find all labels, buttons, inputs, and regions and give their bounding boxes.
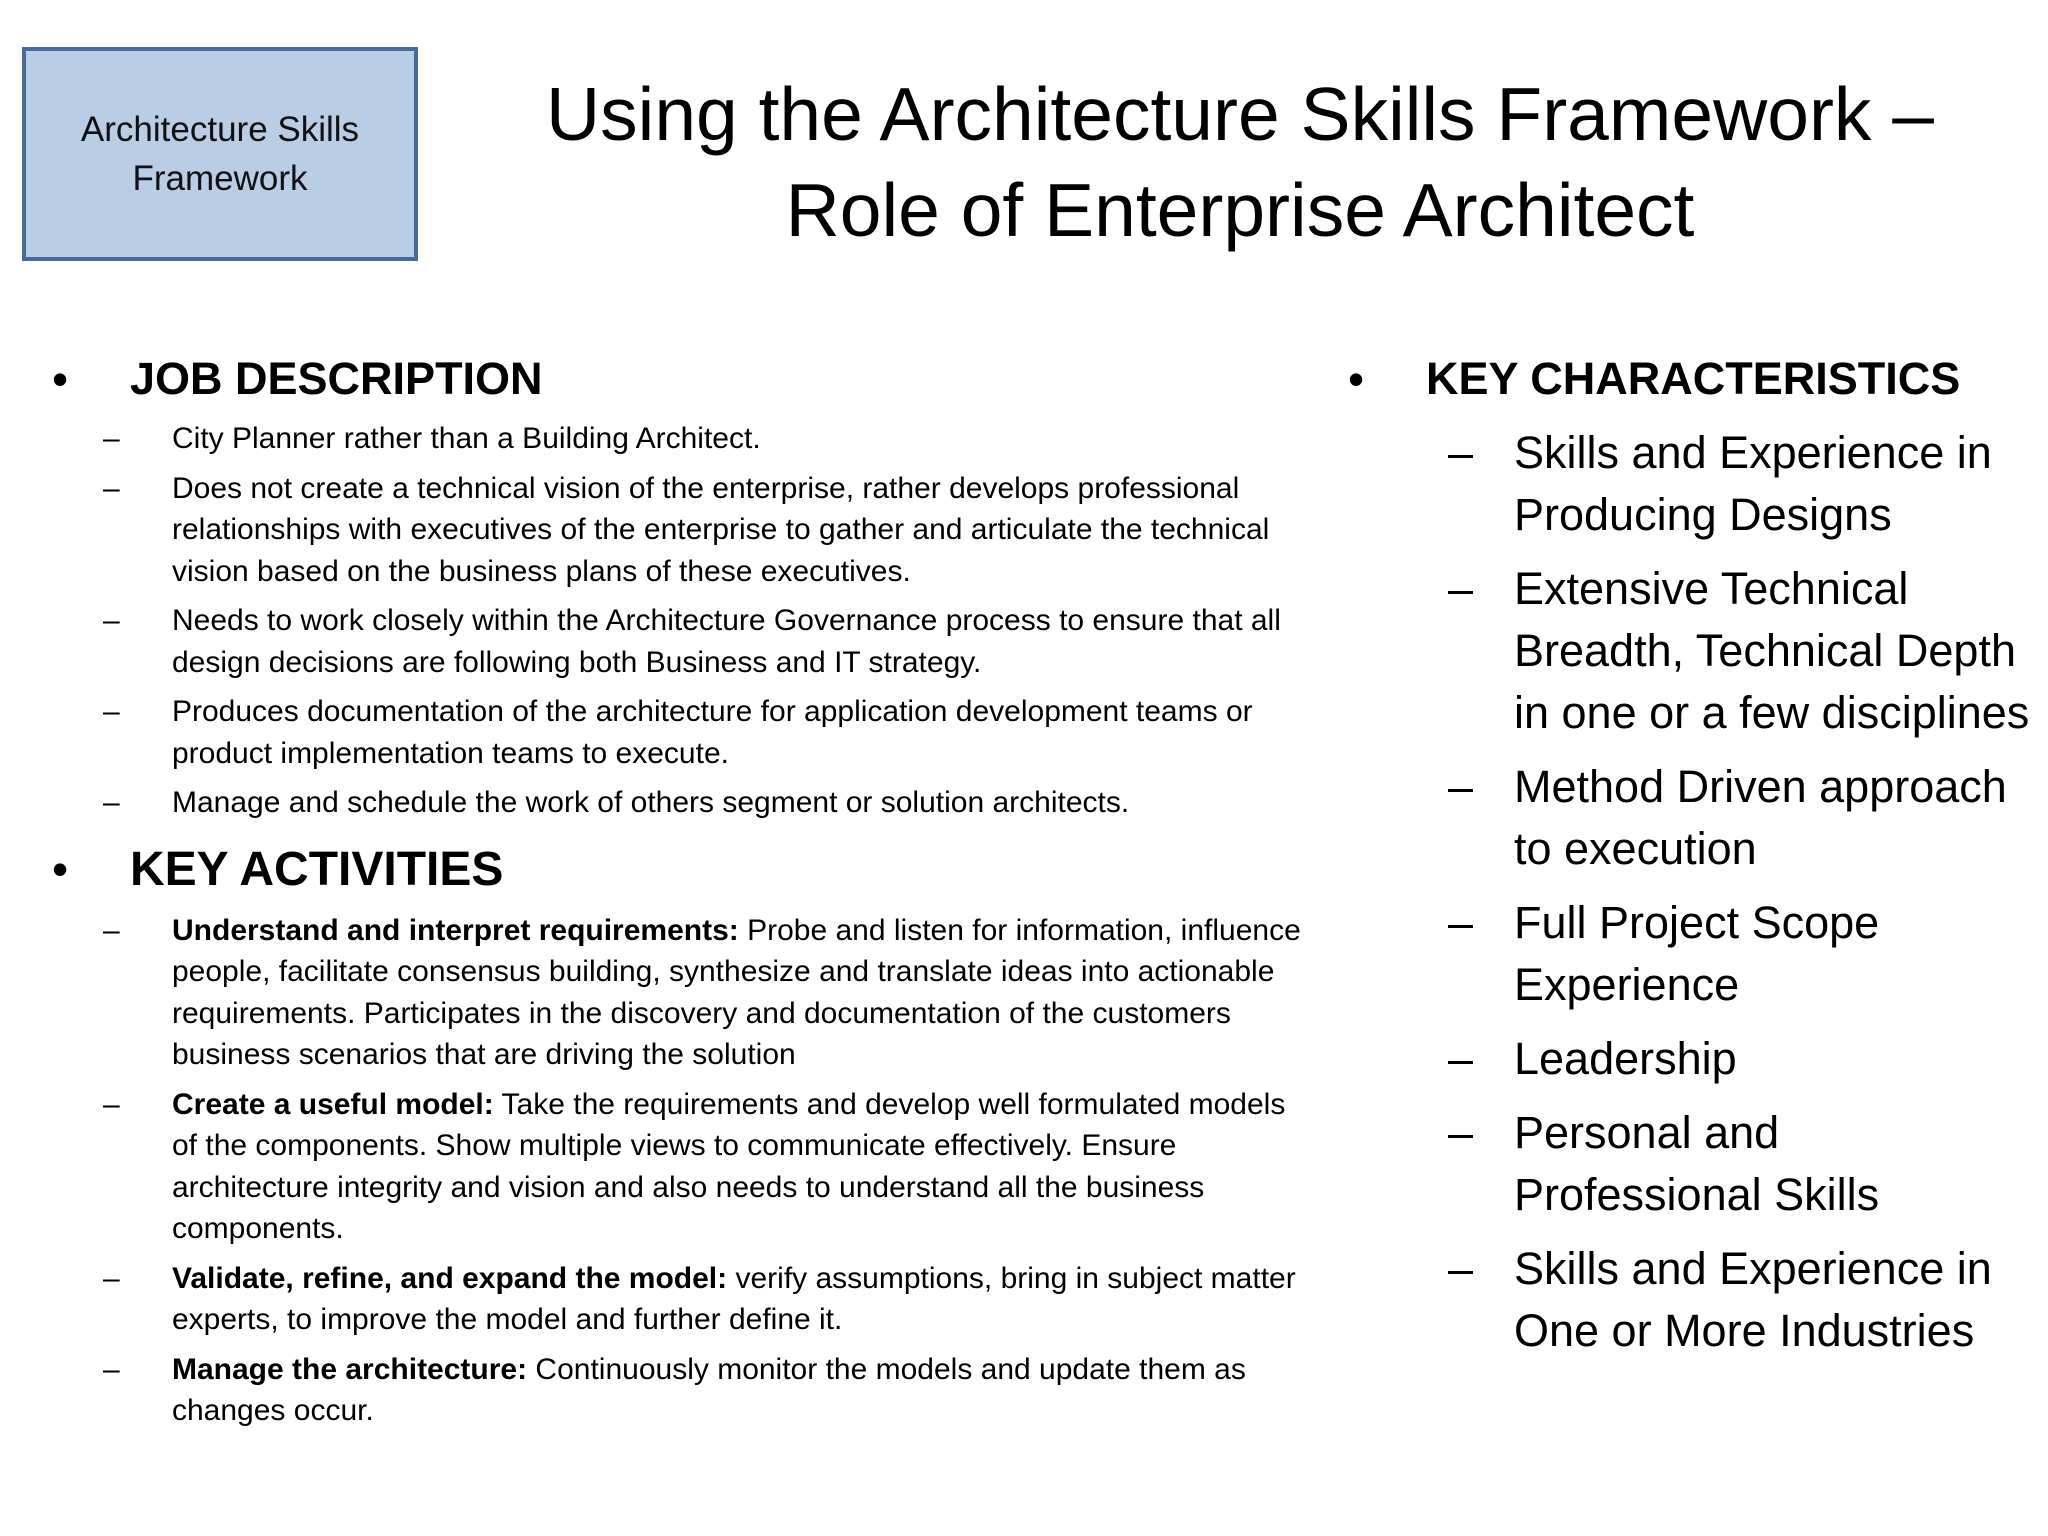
item-text: Method Driven approach to execution <box>1514 761 2007 874</box>
dash-icon: – <box>1448 761 1474 812</box>
job-description-heading: JOB DESCRIPTION <box>130 353 543 404</box>
section-badge <box>22 47 418 261</box>
job-description-list <box>40 418 1310 824</box>
list-item <box>40 1349 1310 1432</box>
item-text: Does not create a technical vision of the enterprise, rather develops professional relationships with executives of the enterprise to gather and articulate the technical vision based on the business plans of these executives. <box>172 471 1270 588</box>
slide-title <box>500 66 1980 258</box>
dash-icon: – <box>1448 1243 1474 1294</box>
item-label: Create a useful model: <box>172 1087 494 1121</box>
badge-line-2: Framework <box>132 159 308 198</box>
title-line-1: Using the Architecture Skills Framework – <box>546 72 1934 156</box>
item-text: Manage and schedule the work of others segment or solution architects. <box>172 786 1130 819</box>
list-item <box>40 691 1310 774</box>
job-description-section <box>40 348 1310 410</box>
list-item <box>1336 1028 2036 1090</box>
dash-icon: – <box>1448 897 1474 948</box>
dash-icon: – <box>103 786 120 819</box>
item-text: Skills and Experience in One or More Industries <box>1514 1243 1992 1356</box>
list-item <box>1336 1102 2036 1226</box>
list-item <box>40 1084 1310 1250</box>
item-text: verify assumptions, bring in subject matter experts, to improve the model and further define it. <box>172 1261 1296 1336</box>
list-item <box>40 782 1310 824</box>
list-item <box>40 1258 1310 1341</box>
bullet-icon: • <box>52 353 69 405</box>
key-activities-heading: KEY ACTIVITIES <box>130 842 504 896</box>
dash-icon: – <box>103 1087 120 1121</box>
dash-icon: – <box>1448 427 1474 478</box>
item-label: Understand and interpret requirements: <box>172 913 739 947</box>
item-text: Extensive Technical Breadth, Technical Depth in one or a few disciplines <box>1514 563 2030 738</box>
dash-icon: – <box>103 913 120 947</box>
item-label: Validate, refine, and expand the model: <box>172 1261 728 1295</box>
dash-icon: – <box>103 422 120 455</box>
dash-icon: – <box>1448 1107 1474 1158</box>
badge-line-1: Architecture Skills <box>80 110 360 149</box>
right-column <box>1336 348 2036 1362</box>
key-activities-list <box>40 910 1310 1432</box>
dash-icon: – <box>103 1261 120 1295</box>
list-item <box>40 910 1310 1076</box>
item-text: Probe and listen for information, influence people, facilitate consensus building, synthesize and translate ideas into actionable requirements. Participates in the discovery and documentation of the customers business scenarios that are driving the solution <box>172 913 1301 1071</box>
item-text: Full Project Scope Experience <box>1514 897 1880 1010</box>
list-item <box>1336 422 2036 546</box>
list-item <box>40 418 1310 460</box>
title-line-2: Role of Enterprise Architect <box>785 168 1695 252</box>
list-item <box>40 600 1310 683</box>
key-characteristics-section <box>1336 348 2036 410</box>
bullet-icon: • <box>1348 353 1365 405</box>
key-activities-section <box>40 838 1310 902</box>
item-text: Take the requirements and develop well formulated models of the components. Show multiple views to communicate effectively. Ensure architecture integrity and vision and also needs to understand all the business components. <box>172 1087 1286 1245</box>
item-text: Leadership <box>1514 1033 1737 1084</box>
item-text: Continuously monitor the models and update them as changes occur. <box>172 1352 1246 1427</box>
dash-icon: – <box>103 604 120 637</box>
item-text: Produces documentation of the architecture for application development teams or product implementation teams to execute. <box>172 695 1253 770</box>
item-text: City Planner rather than a Building Architect. <box>172 422 761 455</box>
item-text: Personal and Professional Skills <box>1514 1107 1880 1220</box>
dash-icon: – <box>1448 563 1474 614</box>
list-item <box>40 468 1310 593</box>
dash-icon: – <box>1448 1033 1474 1084</box>
key-characteristics-list <box>1336 422 2036 1362</box>
item-text: Needs to work closely within the Architecture Governance process to ensure that all design decisions are following both Business and IT strategy. <box>172 604 1281 679</box>
bullet-icon: • <box>52 842 69 895</box>
item-text: Skills and Experience in Producing Designs <box>1514 427 1992 540</box>
dash-icon: – <box>103 1352 120 1386</box>
key-characteristics-heading: KEY CHARACTERISTICS <box>1426 353 1961 404</box>
list-item <box>1336 892 2036 1016</box>
item-label: Manage the architecture: <box>172 1352 528 1386</box>
dash-icon: – <box>103 471 120 505</box>
list-item <box>1336 1238 2036 1362</box>
list-item <box>1336 558 2036 744</box>
left-column <box>40 348 1310 1432</box>
dash-icon: – <box>103 695 120 728</box>
list-item <box>1336 756 2036 880</box>
